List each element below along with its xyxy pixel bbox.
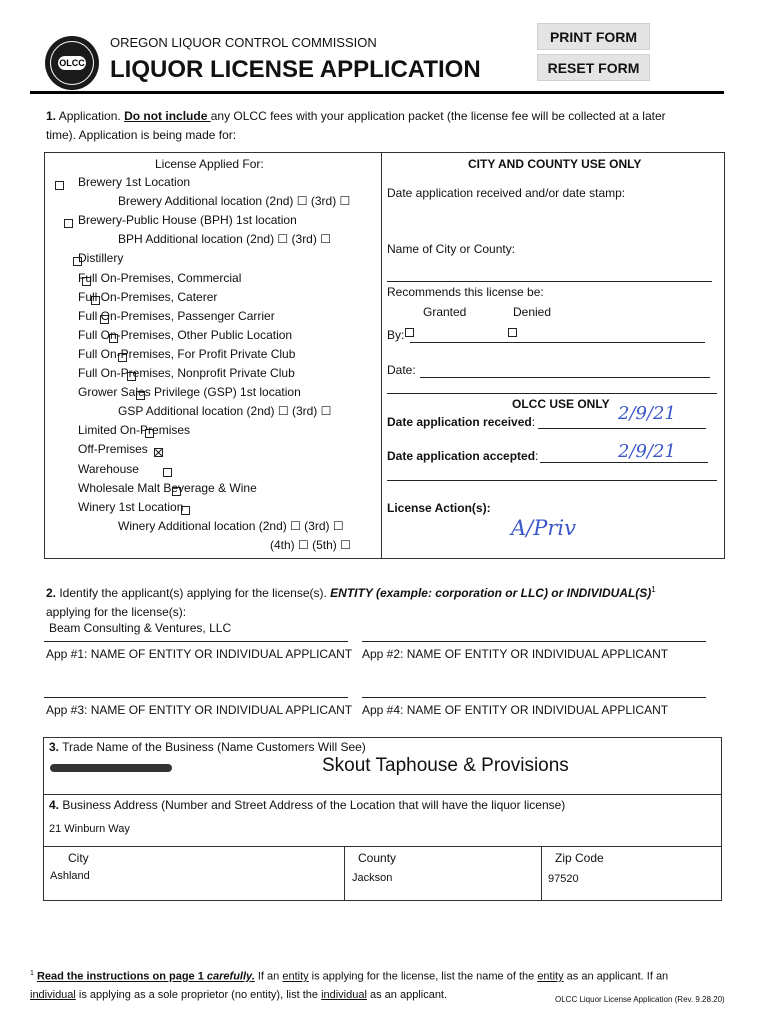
- license-option-label: (4th) ☐ (5th) ☐: [270, 538, 351, 552]
- section3-divider: [43, 794, 722, 795]
- section2-instructions: 2. Identify the applicant(s) applying for the license(s). ENTITY (example: corporation or LLC) or $INDIVIDUAL(S)^1$ applying for the license(s):: [46, 585, 656, 619]
- date-received-value: 2/9/21: [618, 403, 676, 424]
- license-option-label: Warehouse: [78, 462, 139, 476]
- license-checkbox[interactable]: [64, 219, 73, 228]
- grid-divider: [381, 152, 382, 559]
- app1-value[interactable]: Beam Consulting & Ventures, LLC: [49, 621, 232, 635]
- license-action-label: License Action(s):: [387, 501, 491, 515]
- app2-label: App #2: NAME OF ENTITY OR INDIVIDUAL APPLICANT: [362, 647, 669, 661]
- license-option-label: Winery 1st Location: [78, 500, 184, 514]
- street-address-value[interactable]: 21 Winburn Way: [49, 823, 130, 835]
- date-accepted-line[interactable]: [540, 462, 708, 463]
- date-accepted-label: Date application accepted:: [387, 449, 539, 463]
- date-received-stamp-label: Date application received and/or date stamp:: [387, 186, 626, 200]
- business-address-label: 4. Business Address (Number and Street Address of the Location that will have the liquor license): [49, 798, 566, 812]
- city-value[interactable]: Ashland: [50, 870, 90, 882]
- app2-line[interactable]: [362, 641, 706, 642]
- date-received-label: Date application received:: [387, 415, 536, 429]
- footnote: $^1$ Read the instructions on page 1 carefully. If an entity is applying for the license, list the name of the entity as an applicant. If an individual is applying as a sole proprietor (no entity), list the individual as an applicant.: [30, 970, 669, 1001]
- agency-name: OREGON LIQUOR CONTROL COMMISSION: [110, 35, 377, 50]
- license-panel-header: License Applied For:: [155, 157, 264, 171]
- license-option-label: BPH Additional location (2nd) ☐ (3rd) ☐: [118, 232, 331, 246]
- license-option-label: Brewery 1st Location: [78, 175, 191, 189]
- denied-checkbox[interactable]: [508, 328, 517, 337]
- city-date-label: Date:: [387, 363, 416, 377]
- county-zip-divider: [541, 846, 542, 901]
- license-checkbox[interactable]: [154, 448, 163, 457]
- olcc-section-line: [387, 480, 717, 481]
- zip-value[interactable]: 97520: [548, 873, 579, 885]
- app3-label: App #3: NAME OF ENTITY OR INDIVIDUAL APPLICANT: [46, 703, 353, 717]
- county-value[interactable]: Jackson: [352, 872, 393, 884]
- license-option-label: Distillery: [78, 251, 124, 265]
- page-title: LIQUOR LICENSE APPLICATION: [110, 56, 481, 83]
- date-received-line[interactable]: [538, 428, 706, 429]
- app4-line[interactable]: [362, 697, 706, 698]
- license-option-label: Grower Sales Privilege (GSP) 1st location: [78, 385, 301, 399]
- date-accepted-value: 2/9/21: [618, 441, 676, 462]
- seal-label: OLCC: [59, 58, 85, 68]
- recommends-label: Recommends this license be:: [387, 285, 544, 299]
- license-option-label: Full On-Premises, Nonprofit Private Club: [78, 366, 295, 380]
- form-revision-id: OLCC Liquor License Application (Rev. 9.28.20): [555, 995, 725, 1004]
- city-section-end-line: [387, 393, 717, 394]
- license-checkbox[interactable]: [163, 468, 172, 477]
- license-option-label: Full On-Premises, Commercial: [78, 271, 242, 285]
- license-action-value: A/Priv: [511, 516, 576, 540]
- license-option-label: Brewery-Public House (BPH) 1st location: [78, 213, 297, 227]
- section1-instructions: 1. Application. Do not include any OLCC fees with your application packet (the license fee will be collected at a later time). Application is being made for:: [46, 109, 666, 142]
- redaction-scribble: [50, 764, 172, 772]
- city-label: City: [68, 851, 89, 865]
- section1-number: 1.: [46, 109, 57, 123]
- olcc-seal-logo: [45, 36, 99, 90]
- by-line[interactable]: [410, 342, 705, 343]
- city-county-name-line: [387, 281, 712, 282]
- license-option-label: Full On-Premises, Caterer: [78, 290, 218, 304]
- license-option-label: GSP Additional location (2nd) ☐ (3rd) ☐: [118, 404, 332, 418]
- app1-label: App #1: NAME OF ENTITY OR INDIVIDUAL APPLICANT: [46, 647, 353, 661]
- city-county-divider: [344, 846, 345, 901]
- granted-label: Granted: [423, 305, 467, 319]
- app3-line[interactable]: [44, 697, 348, 698]
- license-option-label: Brewery Additional location (2nd) ☐ (3rd) ☐: [118, 194, 351, 208]
- city-date-line[interactable]: [420, 377, 710, 378]
- license-option-label: Wholesale Malt Beverage & Wine: [78, 481, 257, 495]
- license-checkbox[interactable]: [55, 181, 64, 190]
- by-label: By:: [387, 328, 405, 342]
- denied-label: Denied: [513, 305, 552, 319]
- do-not-include-text: Do not include: [124, 109, 211, 123]
- address-row-divider: [43, 846, 722, 847]
- license-option-label: Full On-Premises, For Profit Private Club: [78, 347, 296, 361]
- license-option-label: Off-Premises: [78, 442, 148, 456]
- app1-line: [44, 641, 348, 642]
- license-option-label: Winery Additional location (2nd) ☐ (3rd) ☐: [118, 519, 344, 533]
- granted-checkbox[interactable]: [405, 328, 414, 337]
- zip-label: Zip Code: [555, 851, 604, 865]
- trade-name-label: 3. Trade Name of the Business (Name Customers Will See): [49, 740, 366, 754]
- trade-name-value[interactable]: Skout Taphouse & Provisions: [322, 755, 569, 776]
- header-divider: [30, 91, 724, 94]
- app4-label: App #4: NAME OF ENTITY OR INDIVIDUAL APPLICANT: [362, 703, 669, 717]
- license-option-label: Full On-Premises, Other Public Location: [78, 328, 293, 342]
- license-option-label: Full On-Premises, Passenger Carrier: [78, 309, 275, 323]
- city-county-header: CITY AND COUNTY USE ONLY: [468, 157, 642, 171]
- olcc-use-header: OLCC USE ONLY: [512, 397, 610, 411]
- city-county-name-label: Name of City or County:: [387, 242, 516, 256]
- print-form-button[interactable]: PRINT FORM: [537, 23, 650, 50]
- county-label: County: [358, 851, 397, 865]
- reset-form-button[interactable]: RESET FORM: [537, 54, 650, 81]
- license-option-label: Limited On-Premises: [78, 423, 191, 437]
